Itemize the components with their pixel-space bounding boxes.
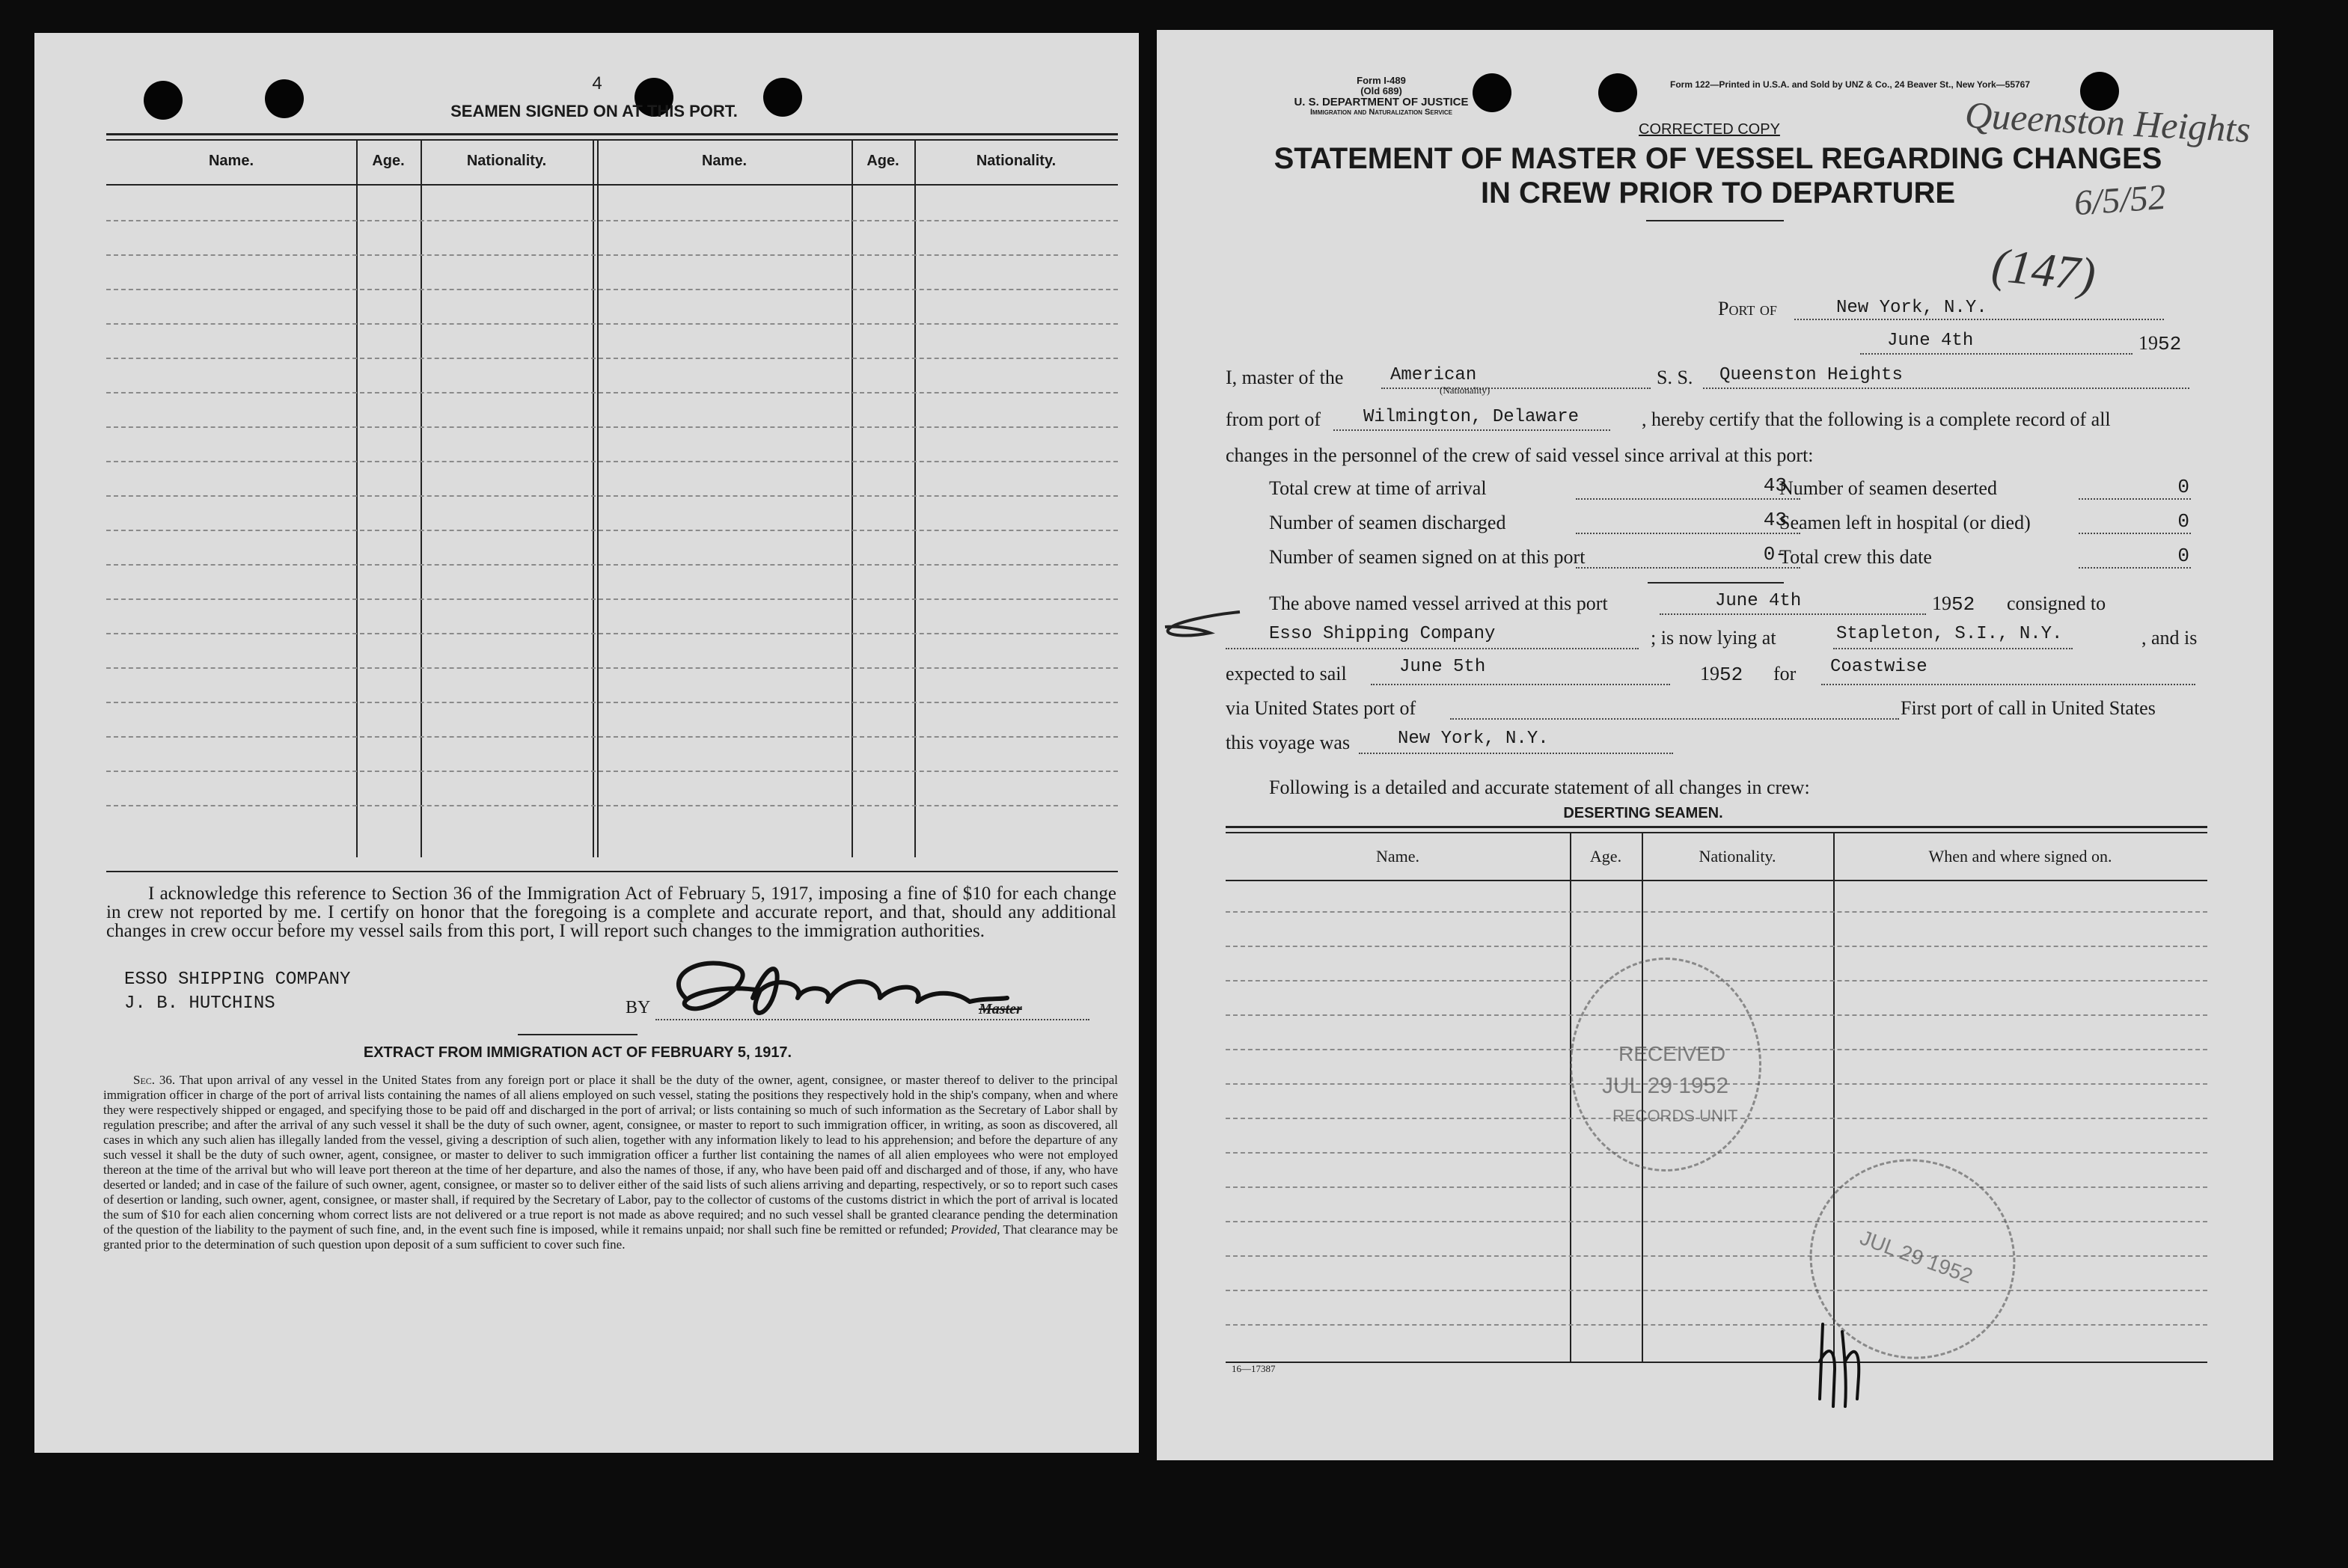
table-row	[1226, 1290, 2207, 1291]
handwritten-date: 6/5/52	[2073, 177, 2168, 224]
via-label: via United States port of	[1226, 697, 1416, 719]
table-row	[1226, 1255, 2207, 1257]
form-old-number: (Old 689)	[1360, 85, 1402, 97]
master-signature	[655, 946, 1015, 1028]
master-of-label: I, master of the	[1226, 367, 1344, 388]
punch-hole	[1598, 73, 1637, 112]
table-row	[106, 736, 1118, 738]
ss-label: S. S.	[1657, 367, 1693, 388]
sail-year: 1952	[1700, 663, 1743, 686]
for-label: for	[1773, 663, 1797, 685]
table-row	[106, 392, 1118, 393]
table-row	[106, 805, 1118, 806]
table-row	[106, 323, 1118, 325]
form-title-line1: STATEMENT OF MASTER OF VESSEL REGARDING CHANGES	[1274, 142, 2162, 175]
and-is-label: , and is	[2141, 627, 2198, 649]
table-row	[106, 289, 1118, 290]
port-value: New York, N.Y.	[1836, 298, 1987, 318]
from-port-label: from port of	[1226, 408, 1321, 430]
extract-title: EXTRACT FROM IMMIGRATION ACT OF FEBRUARY 5, 1917.	[363, 1044, 792, 1061]
column-header-signed-on: When and where signed on.	[1928, 847, 2112, 866]
lying-value: Stapleton, S.I., N.Y.	[1836, 624, 2063, 644]
table-row	[106, 667, 1118, 669]
table-row	[1226, 946, 2207, 947]
count-label: Total crew this date	[1779, 546, 1932, 568]
punch-hole	[265, 79, 304, 118]
column-header-age: Age.	[372, 153, 405, 169]
acknowledgment-text: I acknowledge this reference to Section 36 of the Immigration Act of February 5, 1917, imposing a fine of $10 for each change in crew not reported by me. I certify on honor that the foregoing is a complete and accurate report, and that, should any additional changes in crew occur before my vessel sails from this port, I will report such changes to the immigration authorities.	[106, 883, 1116, 941]
count-label: Number of seamen discharged	[1269, 512, 1506, 533]
master-label: Master	[979, 1001, 1022, 1017]
count-label: Seamen left in hospital (or died)	[1779, 512, 2031, 533]
arrived-value: June 4th	[1715, 591, 1802, 611]
table-row	[1226, 911, 2207, 913]
leader-dots	[1576, 498, 1800, 500]
clerk-initials	[1812, 1302, 1880, 1414]
consignee-value: Esso Shipping Company	[1269, 624, 1496, 644]
column-header-age: Age.	[866, 153, 899, 169]
nationality-value: American	[1390, 365, 1477, 385]
year-field: 1952	[2138, 332, 2182, 355]
voyage-value: New York, N.Y.	[1398, 729, 1549, 749]
table-row	[106, 254, 1118, 256]
punch-hole	[144, 81, 183, 120]
footer-code: 16—17387	[1232, 1363, 1276, 1374]
port-label: Port of	[1718, 298, 1777, 319]
count-value: 0	[2177, 545, 2189, 567]
leader-dots	[1576, 533, 1800, 534]
vessel-value: Queenston Heights	[1719, 365, 1903, 385]
date-value: June 4th	[1887, 331, 1974, 351]
column-header-age: Age.	[1589, 847, 1622, 866]
handwritten-file-number: (147)	[1989, 237, 2099, 302]
section-label: Sec. 36.	[133, 1073, 176, 1087]
consigned-label: consigned to	[2007, 592, 2106, 614]
leader-dots	[1576, 567, 1800, 569]
date-stamp: JUL 29 1952	[1782, 1130, 2043, 1388]
table-row	[106, 771, 1118, 772]
table-row	[106, 495, 1118, 497]
count-value: 43	[1763, 474, 1787, 497]
column-header-name: Name.	[1375, 847, 1420, 866]
table-row	[106, 358, 1118, 359]
column-header-nationality: Nationality.	[976, 153, 1057, 169]
deserting-title: DESERTING SEAMEN.	[1563, 805, 1723, 821]
sail-value: June 5th	[1399, 657, 1486, 677]
table-row	[106, 598, 1118, 600]
right-page	[1157, 30, 2273, 1460]
lying-label: ; is now lying at	[1651, 627, 1776, 649]
agent-name: J. B. HUTCHINS	[124, 993, 275, 1014]
leader-dots	[2079, 567, 2191, 569]
nationality-caption: (Nationality)	[1440, 385, 1491, 396]
printer-note: Form 122—Printed in U.S.A. and Sold by UNZ & Co., 24 Beaver St., New York—55767	[1670, 79, 2031, 90]
following-text: Following is a detailed and accurate statement of all changes in crew:	[1269, 777, 1810, 798]
certify-text: , hereby certify that the following is a complete record of all	[1642, 408, 2111, 430]
column-header-nationality: Nationality.	[466, 153, 547, 169]
expected-label: expected to sail	[1226, 663, 1347, 685]
corrected-copy-label: CORRECTED COPY	[1639, 121, 1780, 138]
count-label: Number of seamen deserted	[1779, 477, 1997, 499]
table-row	[106, 426, 1118, 428]
count-value: 0	[2177, 476, 2189, 498]
table-row	[106, 633, 1118, 634]
table-row	[106, 461, 1118, 462]
count-label: Number of seamen signed on at this port	[1269, 546, 1586, 568]
leader-dots	[2079, 533, 2191, 534]
destination-value: Coastwise	[1830, 657, 1927, 677]
company-name: ESSO SHIPPING COMPANY	[124, 970, 351, 990]
signed-on-title: SEAMEN SIGNED ON AT THIS PORT.	[450, 102, 738, 120]
first-port-label: First port of call in United States	[1901, 697, 2156, 719]
by-label: BY	[626, 998, 651, 1017]
table-row	[106, 530, 1118, 531]
extract-text: Sec. 36. That upon arrival of any vessel in the United States from any foreign port or place it shall be the duty of the owner, agent, consignee, or master thereof to deliver to the principal immigration officer in charge of the port of arrival lists containing the names of all aliens employed on such vessel, stating the positions they respectively hold in the ship's company, when and where they were respectively shipped or engaged, and specifying those to be paid off and discharged in the port of arrival; or lists containing so much of such information as the Secretary of Labor shall by regulation prescribe; and after the arrival of any such vessel it shall be the duty of such owner, agent, consignee, or master to report to such immigration officer, in writing, as soon as discovered, all cases in which any such alien has illegally landed from the vessel, giving a description of such alien, together with any information likely to lead to his apprehension; and before the departure of any such vessel it shall be the duty of such owner, agent, consignee, or master to deliver to such immigration officer a further list containing the names of all alien employees who were not employed thereon at the time of the arrival but who will leave port thereon at the time of her departure, and also the names of those, if any, who have been paid off and discharged and of those, if any, who have deserted or landed; and in case of the failure of such owner, agent, consignee, or master so to deliver either of the said lists of such aliens arriving and departing, respectively, or so to report such cases of desertion or landing, such owner, agent, consignee, or master shall, if required by the Secretary of Labor, pay to the collector of customs of the customs district in which the port of arrival is located the sum of $10 for each alien concerning whom correct lists are not delivered or a true report is not made as above required; and no such vessel shall be granted clearance pending the determination of the question of the liability to the payment of such fine, and, in the event such fine is imposed, while it remains unpaid; nor shall such fine be remitted or refunded; Provided, That clearance may be granted prior to the determination of such question upon deposit of a sum sufficient to cover such fine.	[103, 1073, 1119, 1252]
table-row	[1226, 1324, 2207, 1326]
from-port-value: Wilmington, Delaware	[1363, 407, 1580, 427]
leader-dots	[2079, 498, 2191, 500]
changes-text: changes in the personnel of the crew of said vessel since arrival at this port:	[1226, 444, 1814, 466]
handwritten-vessel-name: Queenston Heights	[1963, 94, 2252, 150]
service-name: Immigration and Naturalization Service	[1309, 108, 1452, 117]
count-value: 0	[2177, 510, 2189, 533]
table-row	[1226, 1186, 2207, 1188]
department-name: U. S. DEPARTMENT OF JUSTICE	[1294, 96, 1469, 108]
punch-hole	[763, 78, 802, 117]
count-label: Total crew at time of arrival	[1269, 477, 1487, 499]
received-stamp: RECEIVED JUL 29 1952 RECORDS UNIT	[1570, 958, 1761, 1172]
form-number: Form I-489	[1357, 75, 1406, 86]
table-row	[106, 702, 1118, 703]
table-row	[106, 564, 1118, 566]
voyage-label: this voyage was	[1226, 732, 1351, 753]
form-title-line2: IN CREW PRIOR TO DEPARTURE	[1480, 177, 1956, 209]
page-number: 4	[592, 73, 602, 94]
table-row	[106, 220, 1118, 221]
column-header-name: Name.	[701, 153, 747, 169]
column-header-name: Name.	[208, 153, 254, 169]
table-row	[1226, 1221, 2207, 1222]
column-header-nationality: Nationality.	[1699, 847, 1776, 866]
arrived-label: The above named vessel arrived at this port	[1269, 592, 1608, 614]
arrived-year: 1952	[1932, 592, 1975, 616]
count-value: 0-	[1763, 543, 1787, 566]
left-page	[34, 33, 1139, 1453]
count-value: 43	[1763, 509, 1787, 531]
check-mark	[1158, 607, 1247, 645]
